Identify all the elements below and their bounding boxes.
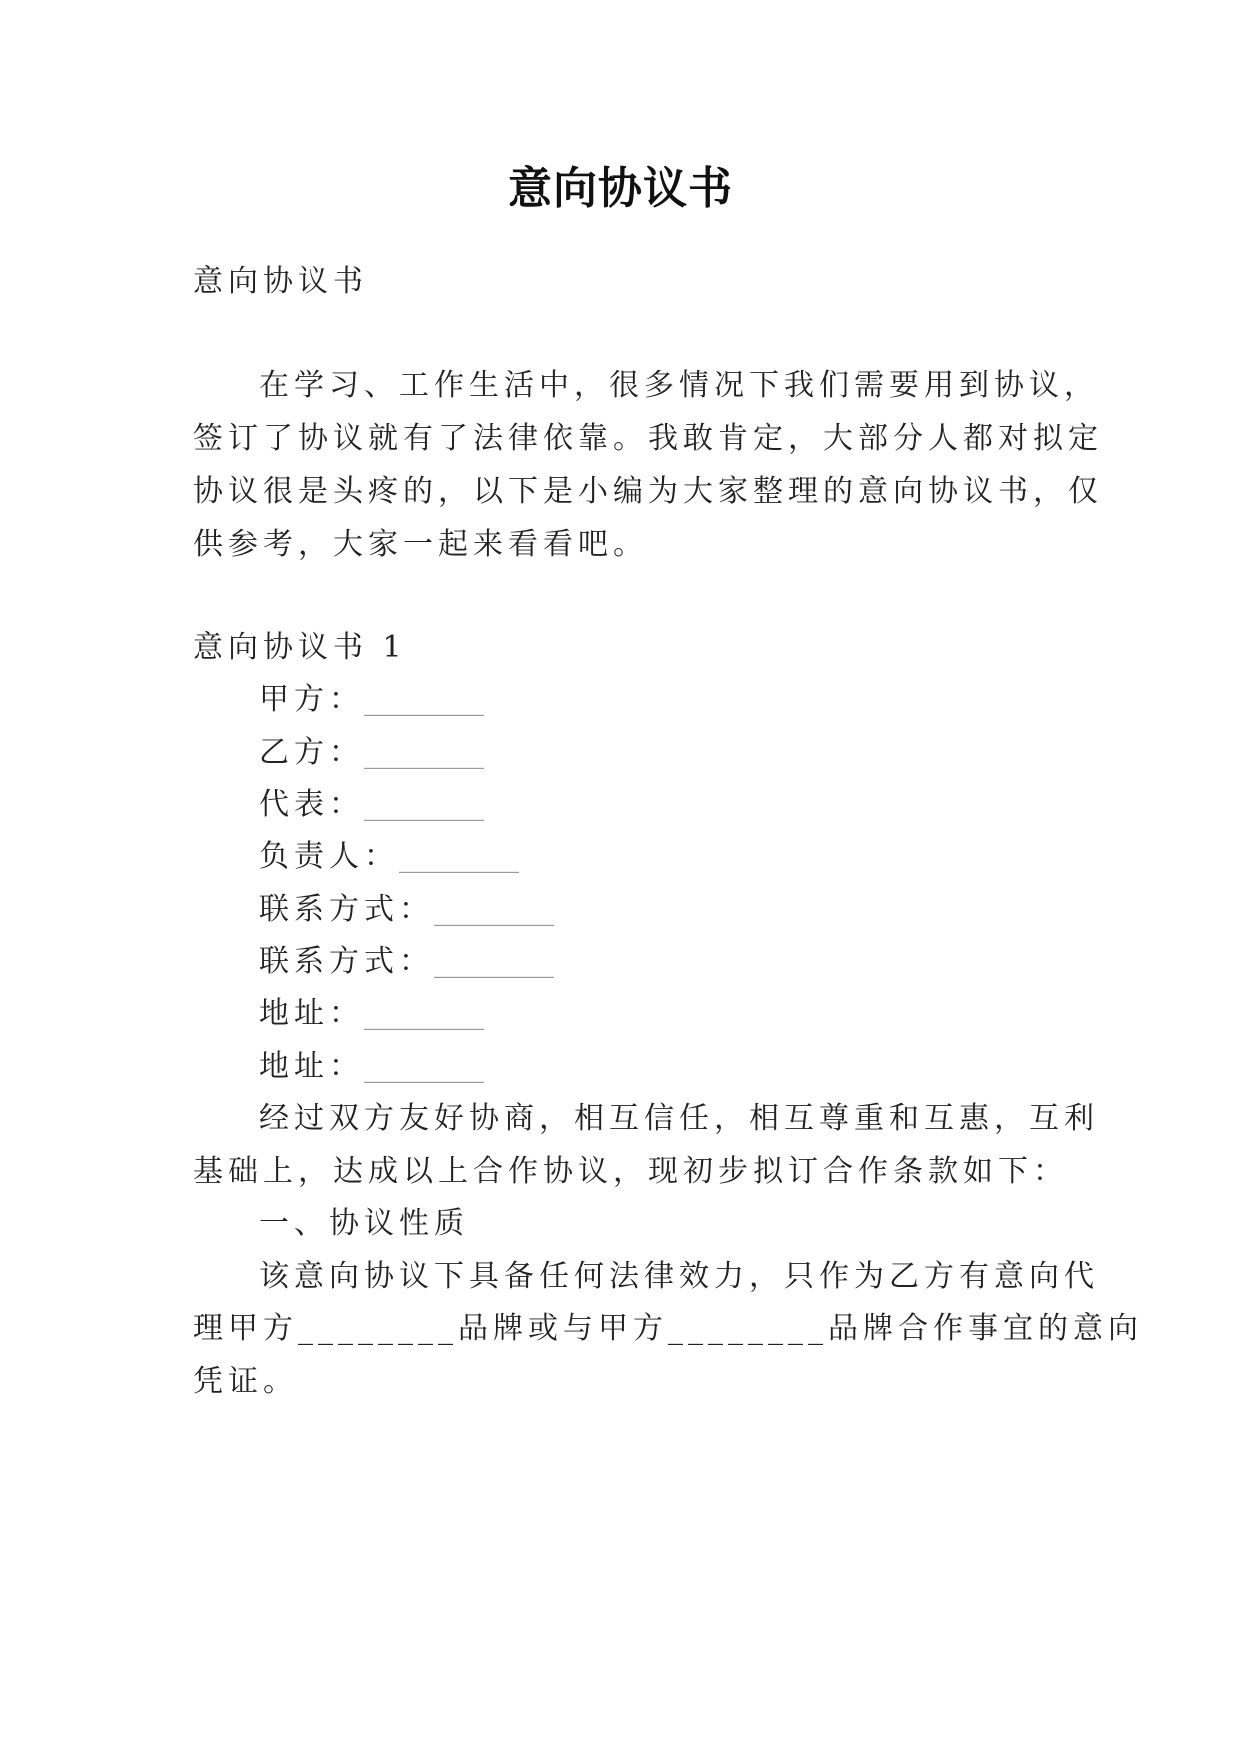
- field-representative: [259, 785, 484, 825]
- field-label: 乙方：: [259, 735, 364, 770]
- field-label: 地址：: [259, 1049, 364, 1084]
- field-label: 甲方：: [259, 682, 364, 717]
- field-person-in-charge: [259, 837, 519, 877]
- field-blank: ________: [364, 682, 484, 717]
- field-address-2: [259, 1047, 484, 1087]
- field-contact-1: [259, 890, 554, 930]
- consult-line-2: 基础上，达成以上合作协议，现初步拟订合作条款如下：: [193, 1154, 1068, 1189]
- field-blank: ________: [364, 735, 484, 770]
- field-label: 联系方式：: [259, 892, 434, 927]
- document-title: 意向协议书: [508, 163, 733, 214]
- intro-line-1: 在学习、工作生活中，很多情况下我们需要用到协议，: [259, 368, 1099, 403]
- clause-line-3: 凭证。: [193, 1364, 298, 1399]
- field-blank: ________: [364, 996, 484, 1031]
- field-label: 联系方式：: [259, 944, 434, 979]
- field-label: 代表：: [259, 787, 364, 822]
- field-blank: ________: [364, 787, 484, 822]
- field-blank: ________: [399, 839, 519, 874]
- field-label: 负责人：: [259, 839, 399, 874]
- intro-line-4: 供参考，大家一起来看看吧。: [193, 527, 648, 562]
- section-heading: 意向协议书 1: [193, 630, 407, 665]
- clause-line-1: 该意向协议下具备任何法律效力，只作为乙方有意向代: [259, 1259, 1099, 1294]
- field-contact-2: [259, 942, 554, 982]
- subtitle: 意向协议书: [193, 264, 368, 299]
- field-party-a: [259, 680, 484, 720]
- field-blank: ________: [434, 892, 554, 927]
- field-address-1: [259, 994, 484, 1034]
- intro-line-3: 协议很是头疼的，以下是小编为大家整理的意向协议书，仅: [193, 474, 1103, 509]
- consult-line-1: 经过双方友好协商，相互信任，相互尊重和互惠，互利: [259, 1101, 1099, 1136]
- intro-line-2: 签订了协议就有了法律依靠。我敢肯定，大部分人都对拟定: [193, 421, 1103, 456]
- clause-heading: 一、协议性质: [259, 1206, 469, 1241]
- field-party-b: [259, 733, 484, 773]
- clause-line-2: 理甲方________品牌或与甲方________品牌合作事宜的意向: [193, 1311, 1143, 1346]
- field-blank: ________: [434, 944, 554, 979]
- field-blank: ________: [364, 1049, 484, 1084]
- field-label: 地址：: [259, 996, 364, 1031]
